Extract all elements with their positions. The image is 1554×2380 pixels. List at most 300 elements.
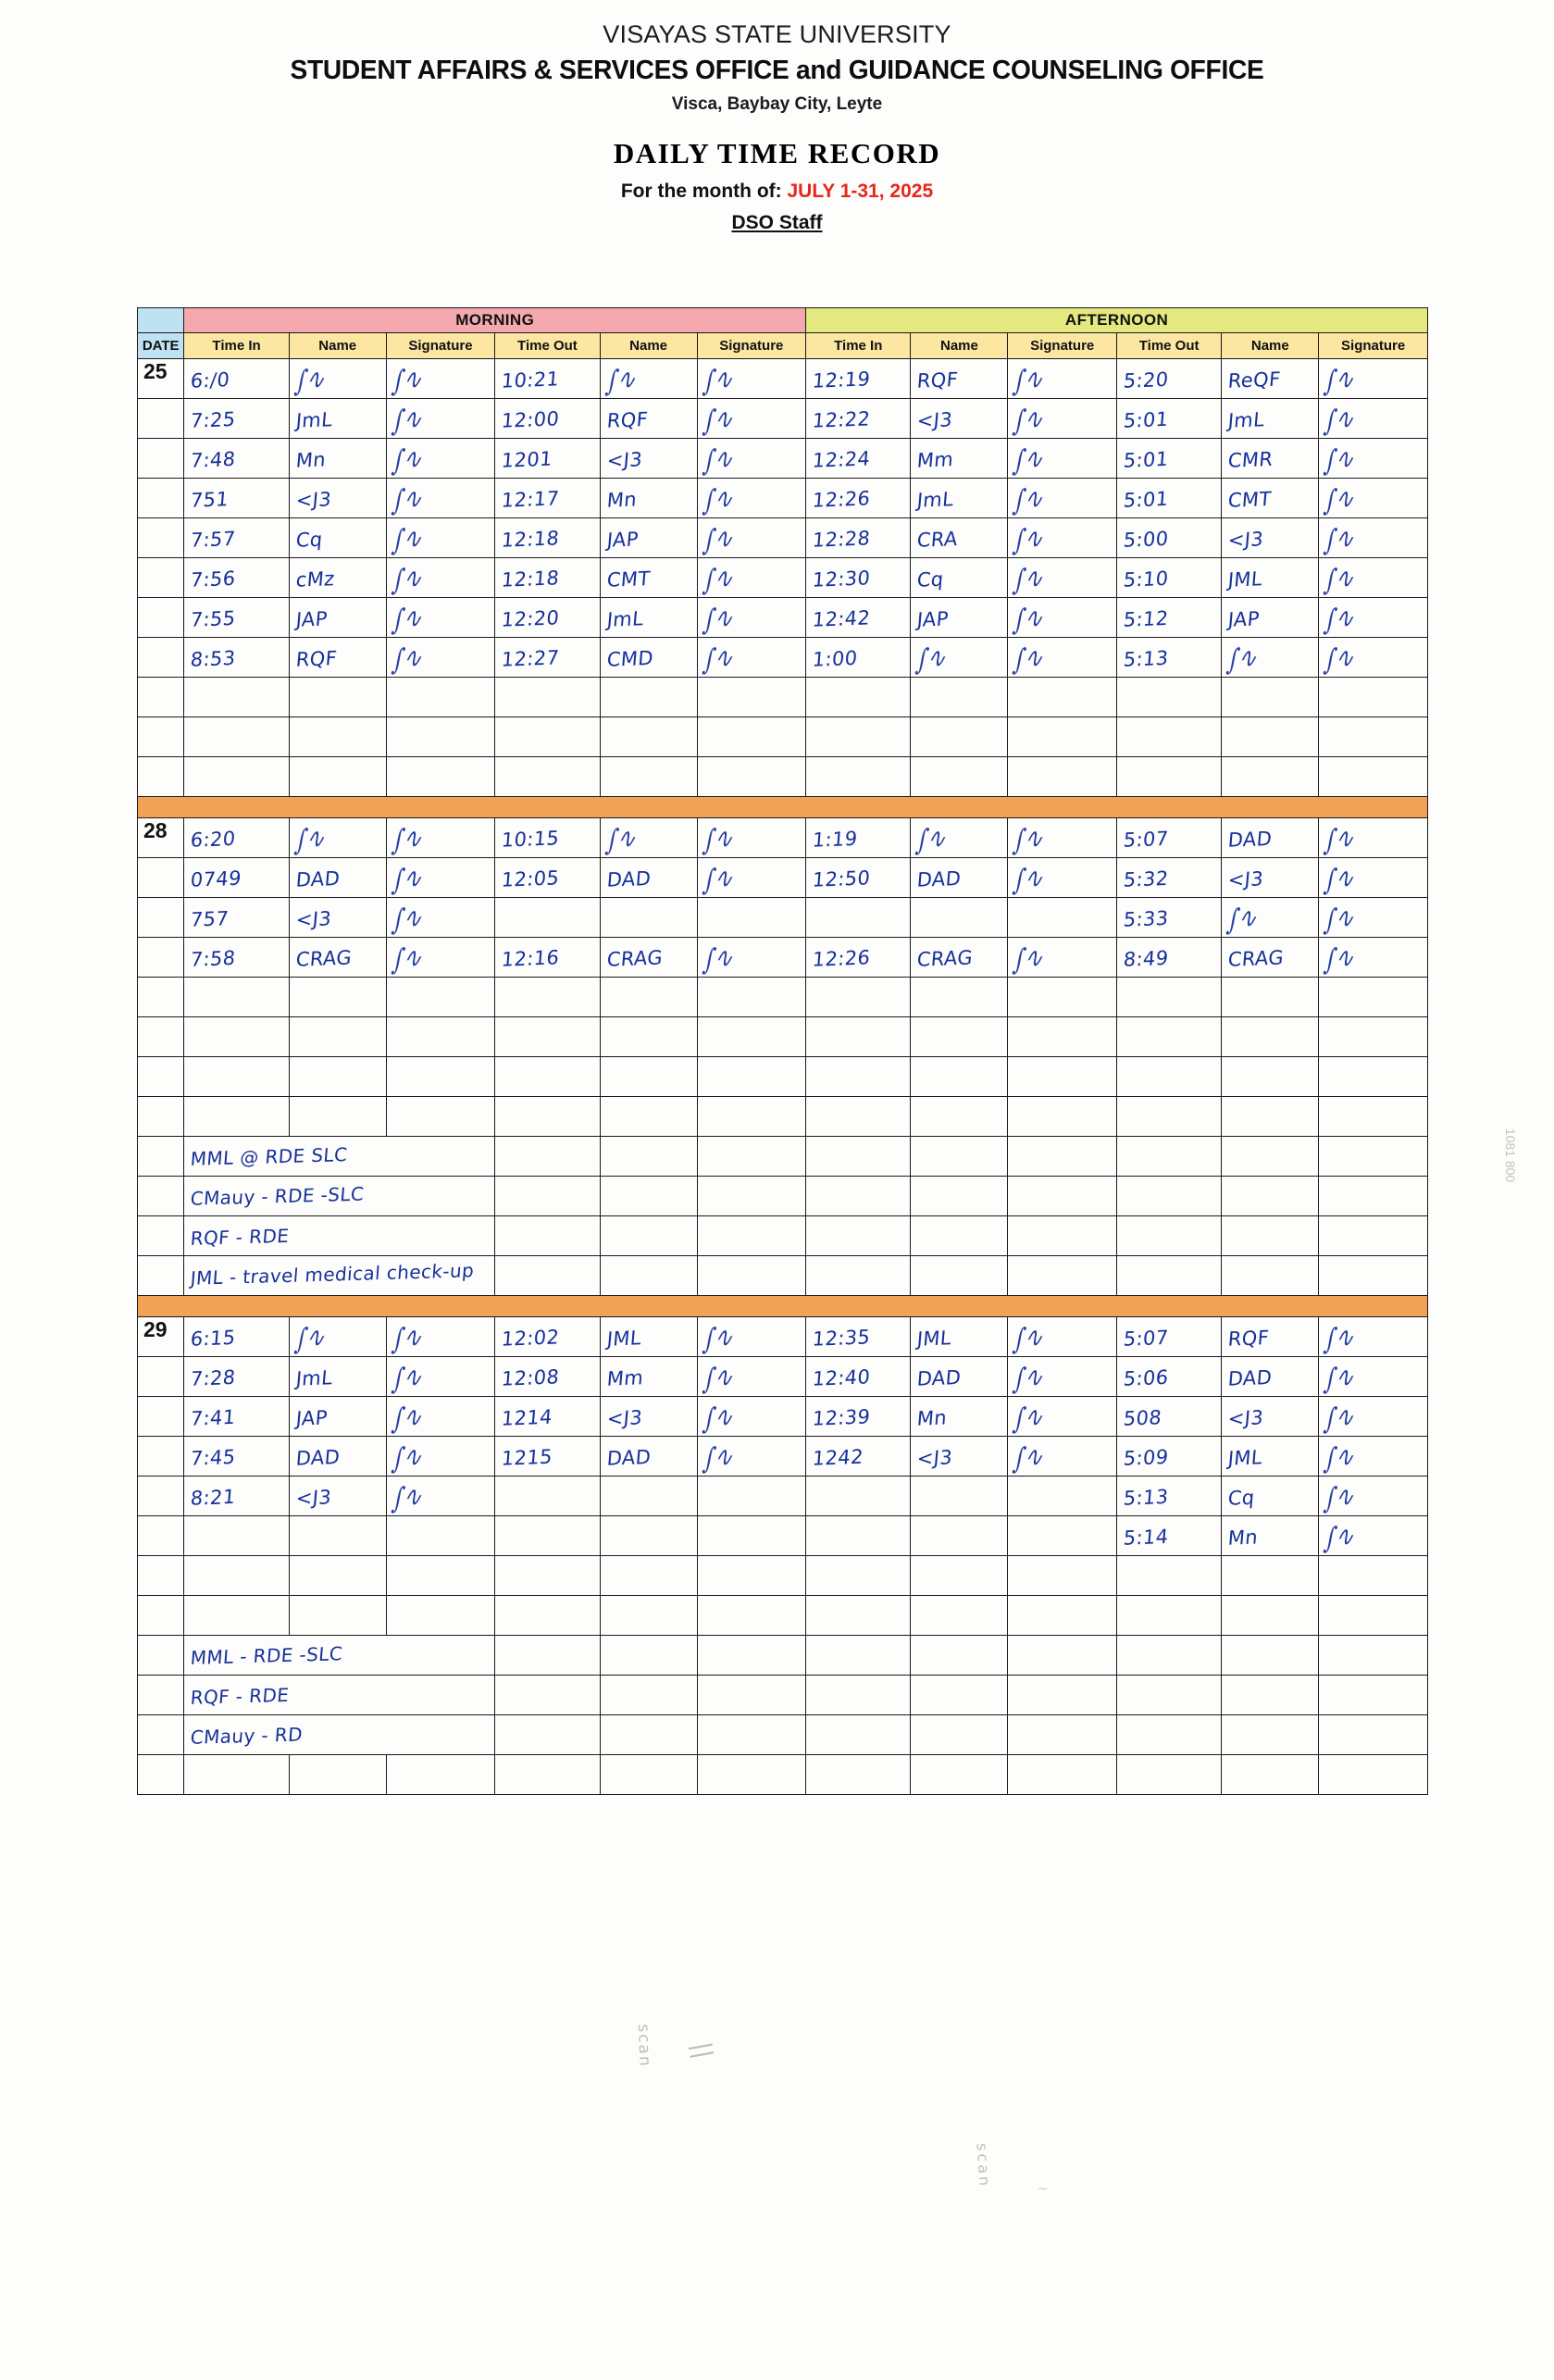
entry-text: 6:/0 — [190, 368, 231, 393]
entry-text: RQF — [1227, 1326, 1271, 1351]
entry-afternoon-time-in — [806, 1177, 911, 1216]
entry-afternoon-sig-out — [1319, 1256, 1428, 1296]
date-cell-empty — [138, 1477, 184, 1516]
entry-afternoon-name-in — [911, 1676, 1008, 1715]
entry-text: CRAG — [605, 945, 664, 971]
entry-afternoon-sig-out — [1319, 1057, 1428, 1097]
signature-mark: ∫∿ — [390, 1320, 424, 1356]
entry-morning-time-in — [184, 1097, 289, 1137]
entry-afternoon-name-out — [1222, 638, 1319, 678]
signature-mark: ∫∿ — [1011, 481, 1046, 517]
entry-afternoon-time-out — [1116, 1715, 1221, 1755]
entry-text: 12:18 — [501, 526, 561, 552]
entry-morning-sig-in — [386, 1755, 495, 1795]
entry-afternoon-name-in — [911, 678, 1008, 717]
entry-afternoon-name-out — [1222, 898, 1319, 938]
entry-text: 6:20 — [190, 827, 237, 852]
entry-morning-name-out — [600, 1516, 697, 1556]
date-value: 29 — [143, 1317, 168, 1341]
month-value: JULY 1-31, 2025 — [787, 181, 934, 202]
entry-text: 6:15 — [190, 1326, 237, 1351]
entry-afternoon-name-out — [1222, 1097, 1319, 1137]
col-morning-name-out: Name — [600, 333, 697, 359]
table-row — [138, 978, 1428, 1017]
entry-morning-name-in — [289, 558, 386, 598]
signature-mark: ∫∿ — [701, 481, 735, 517]
entry-afternoon-time-out — [1116, 399, 1221, 439]
signature-mark: ∫∿ — [1011, 601, 1046, 637]
entry-text: 12:27 — [501, 645, 561, 671]
entry-morning-sig-in — [386, 1097, 495, 1137]
date-cell — [138, 818, 184, 858]
entry-text: 1214 — [501, 1405, 554, 1430]
entry-afternoon-name-in — [911, 938, 1008, 978]
entry-morning-sig-in — [386, 1017, 495, 1057]
entry-morning-sig-out — [697, 1755, 806, 1795]
entry-afternoon-name-in — [911, 898, 1008, 938]
entry-afternoon-sig-out — [1319, 1755, 1428, 1795]
table-row — [138, 1516, 1428, 1556]
entry-text: 7:57 — [190, 527, 237, 552]
entry-text: 8:49 — [1122, 946, 1170, 971]
entry-afternoon-name-out — [1222, 717, 1319, 757]
signature-mark: ∫∿ — [1322, 521, 1356, 557]
date-cell-empty — [138, 1357, 184, 1397]
handwritten-note — [184, 1715, 495, 1755]
entry-morning-time-out — [495, 1676, 600, 1715]
entry-text: 5:09 — [1122, 1445, 1170, 1470]
signature-mark: ∫∿ — [1322, 901, 1356, 937]
entry-text: ∫∿ — [1225, 901, 1259, 937]
entry-text: JmL — [1227, 407, 1266, 432]
col-afternoon-name-out: Name — [1222, 333, 1319, 359]
entry-afternoon-sig-in — [1008, 1715, 1117, 1755]
entry-text: DAD — [605, 866, 652, 891]
handwritten-note — [184, 1636, 495, 1676]
date-cell-empty — [138, 858, 184, 898]
entry-afternoon-time-out — [1116, 1556, 1221, 1596]
entry-text: 10:21 — [501, 367, 561, 393]
signature-mark: ∫∿ — [1011, 521, 1046, 557]
handwritten-note — [184, 1216, 495, 1256]
entry-morning-name-in — [289, 1516, 386, 1556]
entry-morning-name-out — [600, 399, 697, 439]
month-label: For the month of: — [620, 181, 782, 202]
entry-morning-name-in — [289, 1357, 386, 1397]
table-row — [138, 678, 1428, 717]
entry-afternoon-sig-out — [1319, 638, 1428, 678]
signature-mark: ∫∿ — [701, 442, 735, 478]
document-header — [0, 0, 1554, 234]
entry-afternoon-sig-in — [1008, 1097, 1117, 1137]
table-row — [138, 1596, 1428, 1636]
entry-text: 7:55 — [190, 606, 237, 631]
entry-text: 5:07 — [1122, 1326, 1170, 1351]
entry-morning-name-in — [289, 938, 386, 978]
entry-morning-time-in — [184, 1357, 289, 1397]
entry-afternoon-name-in — [911, 717, 1008, 757]
entry-morning-sig-out — [697, 858, 806, 898]
entry-morning-time-out — [495, 1596, 600, 1636]
entry-text: <J3 — [605, 1405, 643, 1430]
scan-artifact-1: scan — [633, 2023, 654, 2069]
entry-morning-time-out — [495, 1715, 600, 1755]
entry-morning-name-in — [289, 1755, 386, 1795]
entry-afternoon-name-in — [911, 1596, 1008, 1636]
date-cell-empty — [138, 638, 184, 678]
university-name: VISAYAS STATE UNIVERSITY — [603, 20, 951, 48]
entry-text: DAD — [1227, 1365, 1274, 1390]
date-corner — [138, 308, 184, 333]
signature-mark: ∫∿ — [390, 402, 424, 438]
entry-afternoon-time-in — [806, 1397, 911, 1437]
entry-morning-time-in — [184, 858, 289, 898]
entry-text: <J3 — [294, 906, 332, 931]
entry-morning-name-in — [289, 858, 386, 898]
entry-text: 757 — [190, 906, 230, 931]
signature-mark: ∫∿ — [390, 1400, 424, 1436]
entry-text: Mm — [605, 1365, 644, 1390]
entry-afternoon-time-out — [1116, 717, 1221, 757]
entry-morning-time-out — [495, 1097, 600, 1137]
entry-text: 508 — [1122, 1405, 1163, 1430]
entry-afternoon-time-out — [1116, 598, 1221, 638]
entry-afternoon-sig-in — [1008, 1256, 1117, 1296]
date-cell — [138, 359, 184, 399]
entry-morning-name-in — [289, 1317, 386, 1357]
signature-mark: ∫∿ — [1322, 442, 1356, 478]
entry-morning-time-out — [495, 1216, 600, 1256]
entry-afternoon-name-out — [1222, 1596, 1319, 1636]
staff-label: DSO Staff — [731, 212, 823, 233]
entry-morning-name-out — [600, 1397, 697, 1437]
entry-morning-sig-in — [386, 1516, 495, 1556]
entry-afternoon-time-out — [1116, 439, 1221, 479]
entry-afternoon-name-in — [911, 1017, 1008, 1057]
table-row — [138, 1057, 1428, 1097]
entry-morning-time-out — [495, 1177, 600, 1216]
entry-morning-name-out — [600, 1216, 697, 1256]
date-cell-empty — [138, 898, 184, 938]
entry-morning-name-in — [289, 359, 386, 399]
entry-afternoon-name-out — [1222, 359, 1319, 399]
entry-morning-name-in — [289, 638, 386, 678]
entry-afternoon-time-in — [806, 359, 911, 399]
date-cell-empty — [138, 479, 184, 518]
signature-mark: ∫∿ — [1322, 1360, 1356, 1396]
entry-afternoon-time-in — [806, 717, 911, 757]
entry-morning-time-in — [184, 1397, 289, 1437]
entry-morning-sig-in — [386, 678, 495, 717]
entry-text: 12:28 — [811, 526, 872, 552]
entry-morning-time-out — [495, 1137, 600, 1177]
entry-afternoon-sig-out — [1319, 1177, 1428, 1216]
entry-morning-sig-out — [697, 1556, 806, 1596]
entry-afternoon-time-in — [806, 1755, 911, 1795]
table-row — [138, 858, 1428, 898]
entry-morning-time-out — [495, 479, 600, 518]
note-text: RQF - RDE — [190, 1683, 291, 1709]
note-text: JML - travel medical check-up — [190, 1259, 476, 1290]
signature-mark: ∫∿ — [1011, 821, 1046, 857]
entry-text: RQF — [605, 407, 649, 432]
entry-afternoon-time-in — [806, 1097, 911, 1137]
entry-morning-time-out — [495, 1636, 600, 1676]
handwritten-note — [184, 1676, 495, 1715]
entry-afternoon-sig-out — [1319, 1516, 1428, 1556]
col-morning-name-in: Name — [289, 333, 386, 359]
entry-text: CRAG — [916, 945, 975, 971]
entry-text: DAD — [605, 1445, 652, 1470]
signature-mark: ∫∿ — [701, 1320, 735, 1356]
entry-morning-time-out — [495, 1057, 600, 1097]
entry-morning-time-in — [184, 1017, 289, 1057]
entry-text: ∫∿ — [292, 821, 327, 857]
entry-text: CMD — [605, 646, 654, 671]
entry-morning-time-out — [495, 359, 600, 399]
handwritten-note — [184, 1256, 495, 1296]
entry-morning-time-out — [495, 938, 600, 978]
entry-text: ∫∿ — [914, 641, 949, 677]
entry-afternoon-time-in — [806, 1516, 911, 1556]
signature-mark: ∫∿ — [701, 1439, 735, 1476]
entry-text: 5:13 — [1122, 646, 1170, 671]
entry-afternoon-time-in — [806, 1676, 911, 1715]
entry-afternoon-time-out — [1116, 858, 1221, 898]
entry-morning-name-in — [289, 1556, 386, 1596]
entry-afternoon-name-out — [1222, 1137, 1319, 1177]
entry-text: CRAG — [1227, 945, 1286, 971]
entry-morning-name-out — [600, 1097, 697, 1137]
entry-morning-name-out — [600, 717, 697, 757]
entry-afternoon-time-out — [1116, 1636, 1221, 1676]
entry-text: JmL — [294, 1365, 334, 1390]
entry-morning-time-out — [495, 1755, 600, 1795]
entry-morning-name-in — [289, 1477, 386, 1516]
scan-artifact-2: || — [687, 2039, 718, 2062]
group-morning: MORNING — [184, 308, 806, 333]
entry-afternoon-sig-in — [1008, 638, 1117, 678]
entry-afternoon-name-out — [1222, 1676, 1319, 1715]
signature-mark: ∫∿ — [701, 402, 735, 438]
entry-afternoon-time-out — [1116, 1596, 1221, 1636]
entry-text: 12:00 — [501, 406, 561, 432]
handwritten-note — [184, 1177, 495, 1216]
entry-afternoon-name-in — [911, 1477, 1008, 1516]
col-afternoon-sig-out: Signature — [1319, 333, 1428, 359]
entry-afternoon-time-in — [806, 678, 911, 717]
entry-text: cMz — [294, 567, 336, 592]
entry-morning-time-out — [495, 1317, 600, 1357]
entry-afternoon-name-in — [911, 1556, 1008, 1596]
entry-afternoon-sig-in — [1008, 1516, 1117, 1556]
signature-mark: ∫∿ — [1322, 561, 1356, 597]
entry-text: 751 — [190, 487, 230, 512]
entry-morning-sig-in — [386, 757, 495, 797]
entry-text: Mn — [916, 1405, 949, 1430]
entry-afternoon-time-out — [1116, 1097, 1221, 1137]
entry-morning-name-in — [289, 399, 386, 439]
entry-afternoon-name-in — [911, 558, 1008, 598]
date-cell-empty — [138, 1596, 184, 1636]
entry-text: ∫∿ — [292, 1320, 327, 1356]
scan-artifact-4: ~ — [1037, 2180, 1049, 2197]
entry-text: CMT — [1227, 487, 1273, 512]
entry-morning-name-out — [600, 1357, 697, 1397]
date-cell-empty — [138, 1556, 184, 1596]
entry-afternoon-time-in — [806, 1057, 911, 1097]
group-header-row — [138, 308, 1428, 333]
signature-mark: ∫∿ — [1322, 362, 1356, 398]
entry-text: JML — [1227, 1445, 1264, 1470]
entry-morning-time-out — [495, 898, 600, 938]
date-cell-empty — [138, 558, 184, 598]
entry-afternoon-time-out — [1116, 1477, 1221, 1516]
entry-morning-name-in — [289, 898, 386, 938]
entry-morning-name-out — [600, 1715, 697, 1755]
entry-morning-sig-out — [697, 1477, 806, 1516]
entry-morning-sig-in — [386, 938, 495, 978]
table-row — [138, 1477, 1428, 1516]
table-row — [138, 1715, 1428, 1755]
entry-afternoon-name-in — [911, 1097, 1008, 1137]
entry-morning-name-out — [600, 898, 697, 938]
entry-afternoon-name-in — [911, 638, 1008, 678]
entry-morning-time-in — [184, 678, 289, 717]
entry-morning-time-out — [495, 1556, 600, 1596]
entry-afternoon-time-in — [806, 858, 911, 898]
entry-text: 1201 — [501, 447, 554, 472]
entry-afternoon-name-in — [911, 858, 1008, 898]
signature-mark: ∫∿ — [701, 941, 735, 977]
table-row — [138, 1636, 1428, 1676]
entry-afternoon-sig-in — [1008, 757, 1117, 797]
table-row — [138, 1556, 1428, 1596]
table-head — [138, 308, 1428, 359]
entry-morning-name-out — [600, 1556, 697, 1596]
entry-text: 12:26 — [811, 945, 872, 971]
entry-afternoon-time-in — [806, 1216, 911, 1256]
entry-text: 5:20 — [1122, 368, 1170, 393]
entry-afternoon-sig-in — [1008, 678, 1117, 717]
entry-afternoon-name-in — [911, 1317, 1008, 1357]
entry-afternoon-name-out — [1222, 1177, 1319, 1216]
col-afternoon-time-out: Time Out — [1116, 333, 1221, 359]
entry-afternoon-time-out — [1116, 757, 1221, 797]
entry-afternoon-time-in — [806, 978, 911, 1017]
signature-mark: ∫∿ — [1011, 1320, 1046, 1356]
entry-afternoon-time-in — [806, 1256, 911, 1296]
entry-afternoon-time-out — [1116, 1357, 1221, 1397]
entry-text: 5:06 — [1122, 1365, 1170, 1390]
entry-afternoon-name-in — [911, 978, 1008, 1017]
entry-text: 5:13 — [1122, 1485, 1170, 1510]
entry-text: CMT — [605, 567, 652, 592]
entry-text: 12:42 — [811, 605, 872, 631]
entry-text: CRA — [916, 527, 960, 552]
entry-morning-name-out — [600, 678, 697, 717]
table-row — [138, 938, 1428, 978]
entry-afternoon-sig-out — [1319, 978, 1428, 1017]
entry-afternoon-time-out — [1116, 1397, 1221, 1437]
date-cell-empty — [138, 518, 184, 558]
entry-morning-name-out — [600, 978, 697, 1017]
entry-morning-time-out — [495, 757, 600, 797]
entry-text: 1:00 — [811, 646, 859, 671]
entry-afternoon-sig-in — [1008, 1017, 1117, 1057]
entry-morning-time-out — [495, 1397, 600, 1437]
signature-mark: ∫∿ — [390, 1479, 424, 1515]
entry-afternoon-name-in — [911, 1636, 1008, 1676]
signature-mark: ∫∿ — [390, 1439, 424, 1476]
entry-text: 7:45 — [190, 1445, 237, 1470]
entry-morning-name-in — [289, 1596, 386, 1636]
entry-afternoon-sig-out — [1319, 1715, 1428, 1755]
entry-text: <J3 — [294, 1485, 332, 1510]
entry-afternoon-name-in — [911, 818, 1008, 858]
entry-morning-sig-out — [697, 717, 806, 757]
entry-afternoon-time-out — [1116, 638, 1221, 678]
entry-morning-name-out — [600, 757, 697, 797]
entry-text: 8:21 — [190, 1485, 237, 1510]
entry-afternoon-name-out — [1222, 1715, 1319, 1755]
entry-afternoon-sig-in — [1008, 1636, 1117, 1676]
entry-morning-name-in — [289, 598, 386, 638]
entry-text: <J3 — [1227, 1405, 1265, 1430]
entry-afternoon-sig-in — [1008, 1676, 1117, 1715]
entry-morning-sig-out — [697, 978, 806, 1017]
entry-morning-sig-out — [697, 678, 806, 717]
entry-morning-sig-out — [697, 1636, 806, 1676]
col-date: DATE — [138, 333, 184, 359]
entry-morning-time-in — [184, 439, 289, 479]
entry-text: 5:14 — [1122, 1525, 1170, 1550]
entry-text: 1:19 — [811, 827, 859, 852]
entry-morning-sig-out — [697, 1437, 806, 1477]
entry-text: DAD — [916, 866, 963, 891]
entry-afternoon-name-out — [1222, 1755, 1319, 1795]
entry-text: Mn — [605, 487, 638, 512]
entry-morning-name-out — [600, 1017, 697, 1057]
date-cell-empty — [138, 1715, 184, 1755]
signature-mark: ∫∿ — [1011, 561, 1046, 597]
date-cell-empty — [138, 757, 184, 797]
entry-afternoon-sig-in — [1008, 1556, 1117, 1596]
entry-morning-name-in — [289, 1017, 386, 1057]
entry-morning-sig-out — [697, 1516, 806, 1556]
entry-text: 12:26 — [811, 486, 872, 512]
entry-afternoon-name-in — [911, 1715, 1008, 1755]
entry-text: JAP — [1227, 606, 1262, 631]
date-cell-empty — [138, 1397, 184, 1437]
entry-text: 5:07 — [1122, 827, 1170, 852]
entry-afternoon-name-out — [1222, 938, 1319, 978]
document-title: DAILY TIME RECORD — [613, 137, 941, 169]
entry-morning-name-out — [600, 439, 697, 479]
entry-afternoon-sig-out — [1319, 1636, 1428, 1676]
entry-text: 12:40 — [811, 1364, 872, 1390]
entry-morning-time-in — [184, 598, 289, 638]
entry-afternoon-name-out — [1222, 1216, 1319, 1256]
entry-morning-name-in — [289, 678, 386, 717]
entry-text: 7:28 — [190, 1365, 237, 1390]
entry-text: 10:15 — [501, 826, 561, 852]
signature-mark: ∫∿ — [1011, 362, 1046, 398]
entry-morning-time-out — [495, 1017, 600, 1057]
entry-afternoon-time-out — [1116, 1057, 1221, 1097]
entry-afternoon-sig-out — [1319, 757, 1428, 797]
signature-mark: ∫∿ — [701, 861, 735, 897]
